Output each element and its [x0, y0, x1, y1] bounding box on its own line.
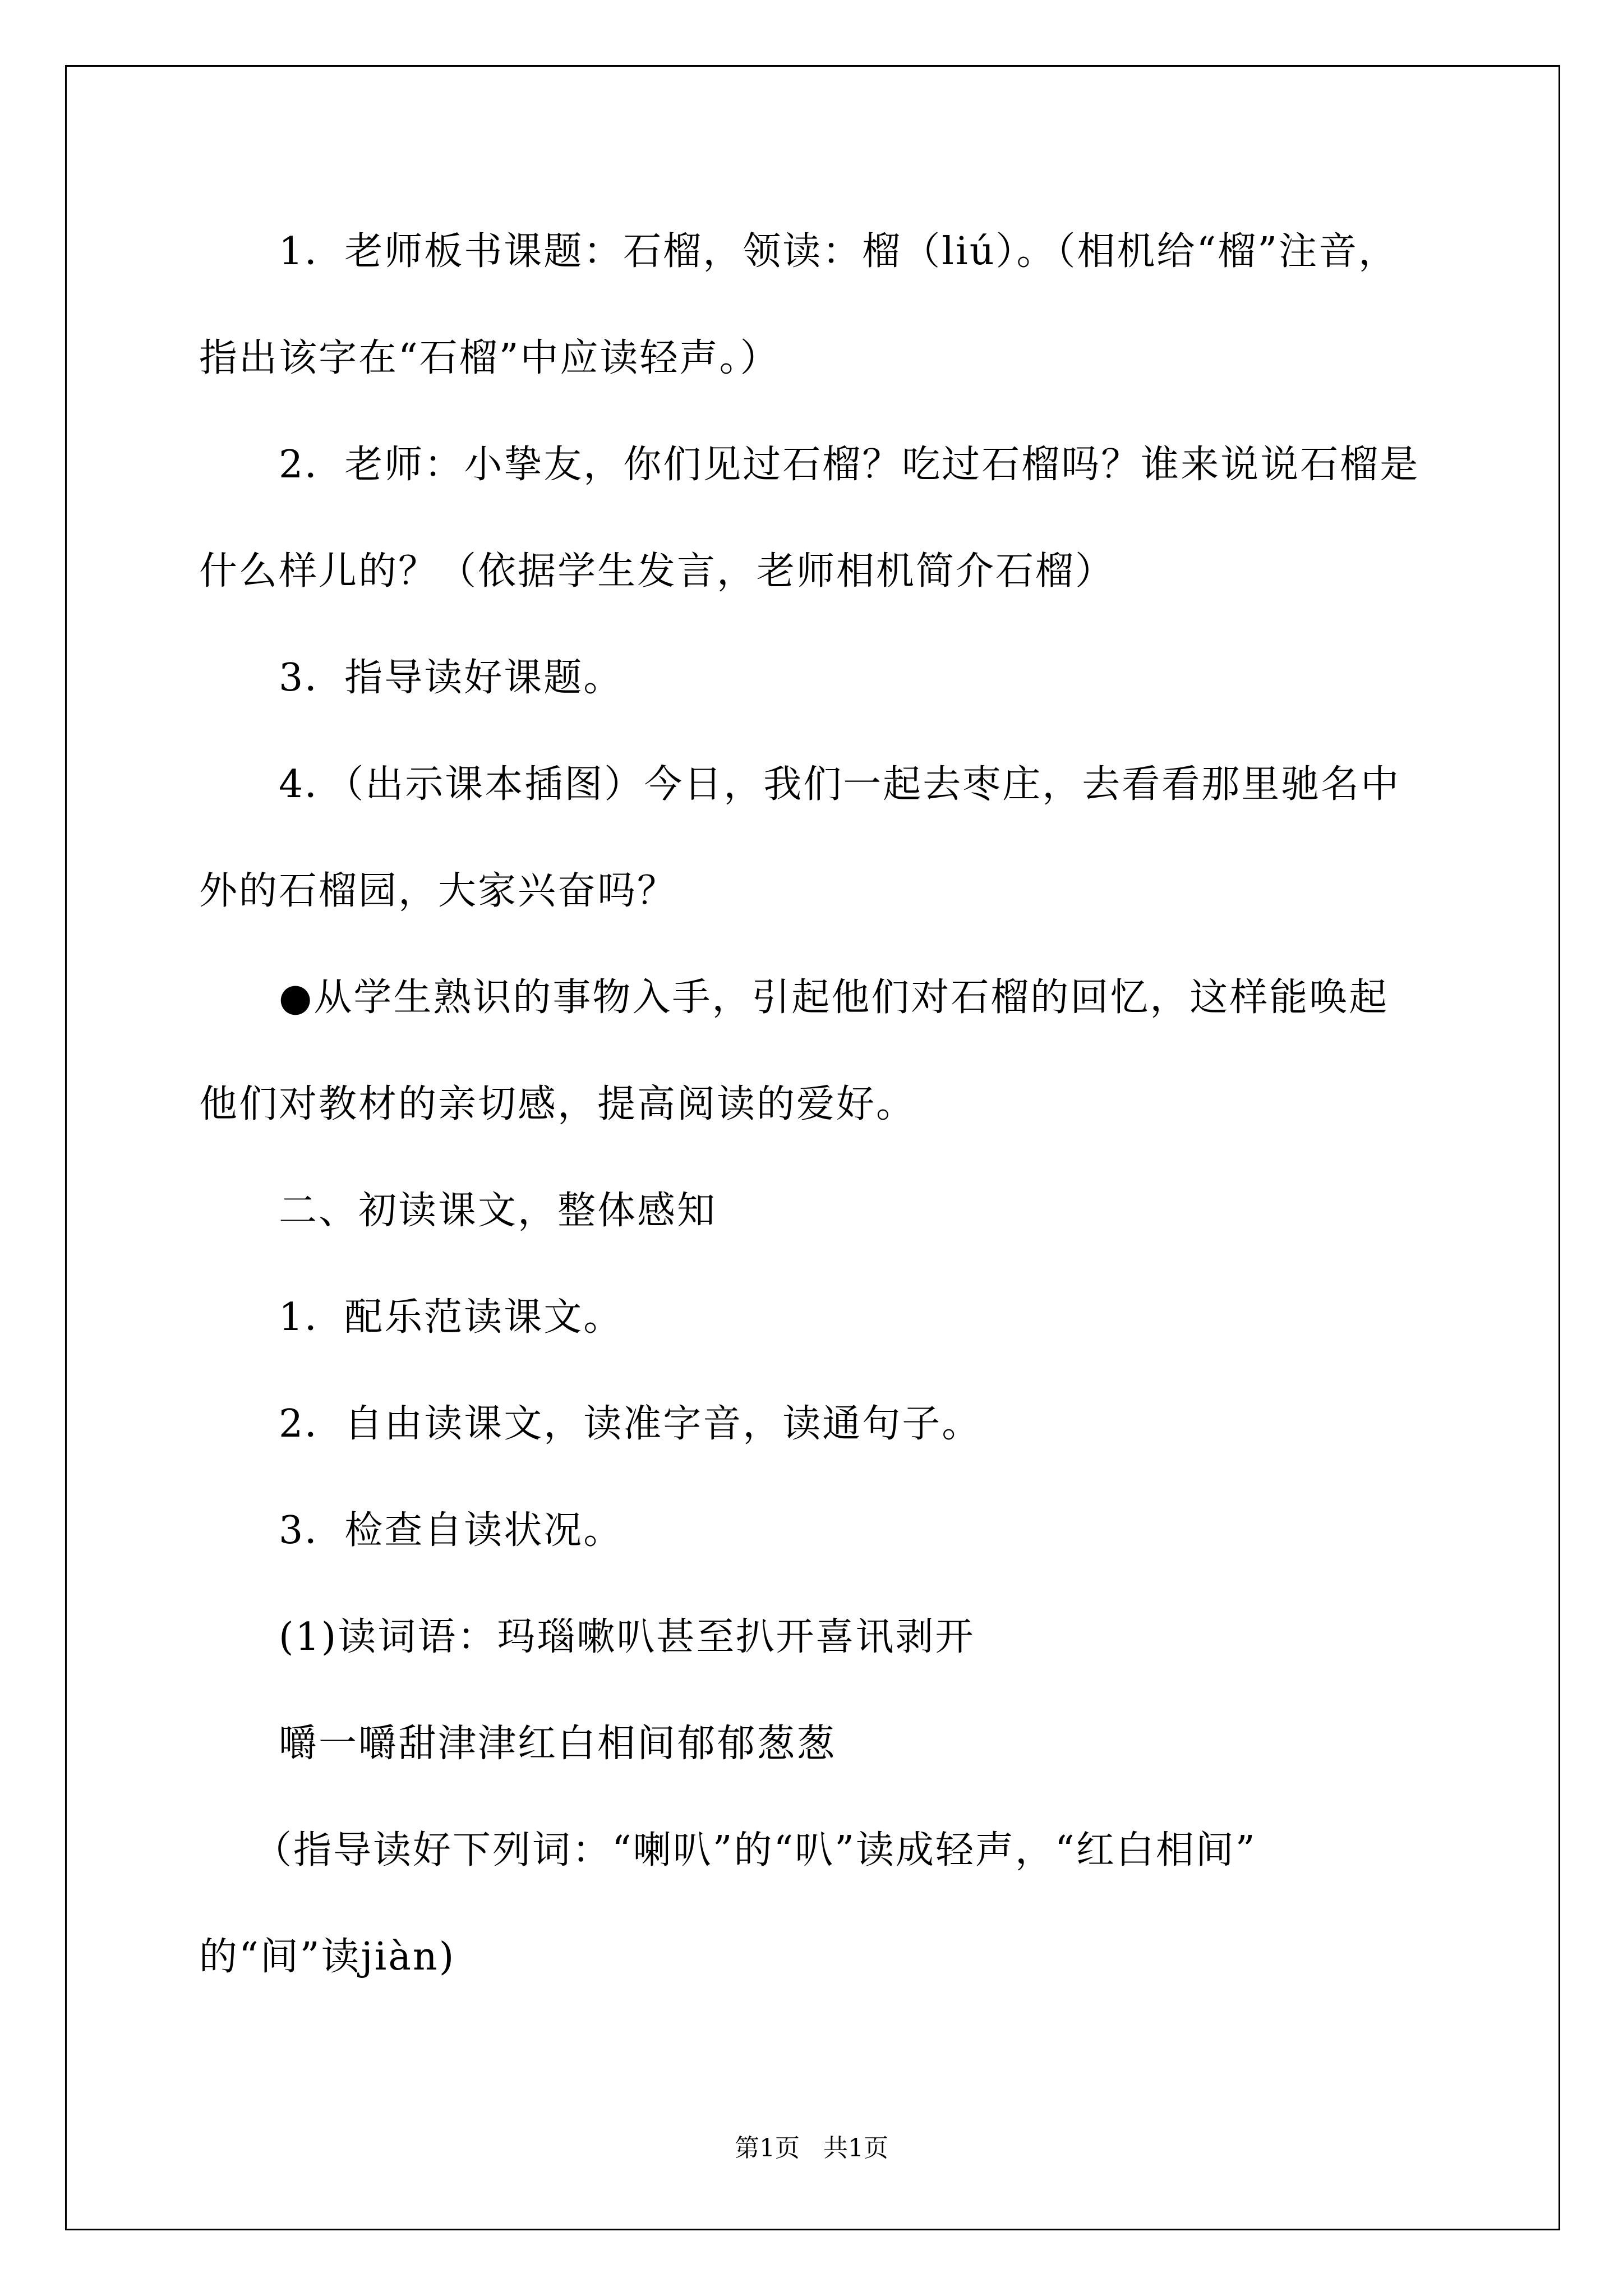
text-line: 1．老师板书课题：石榴，领读：榴（liú）。（相机给“榴”注音， [279, 229, 1399, 274]
text-line: 嚼一嚼甜津津红白相间郁郁葱葱 [279, 1722, 837, 1766]
text-line: 什么样儿的？（依据学生发言，老师相机简介石榴） [199, 549, 1115, 593]
text-line: 3．检查自读状况。 [279, 1508, 624, 1553]
text-line: 指出该字在“石榴”中应读轻声。） [199, 336, 780, 380]
text-line: (1)读词语：玛瑙嗽叭甚至扒开喜讯剥开 [279, 1615, 975, 1659]
text-line: （指导读好下列词：“喇叭”的“叭”读成轻声，“红白相间” [253, 1828, 1257, 1872]
text-line: 他们对教材的亲切感，提高阅读的爱好。 [199, 1082, 916, 1126]
text-line: 1．配乐范读课文。 [279, 1295, 624, 1340]
page-footer: 第1页 共1页 [735, 2134, 888, 2162]
section-heading: 二、初读课文，整体感知 [279, 1189, 717, 1233]
text-line: 的“间”读jiàn) [199, 1935, 456, 1979]
text-line: ●从学生熟识的事物入手，引起他们对石榴的回忆，这样能唤起 [279, 976, 1389, 1020]
text-line: 2．自由读课文，读准字音，读通句子。 [279, 1402, 982, 1446]
text-line: 3．指导读好课题。 [279, 656, 624, 700]
page-border [65, 65, 1560, 2230]
text-line: 2．老师：小挚友，你们见过石榴？吃过石榴吗？谁来说说石榴是 [279, 443, 1420, 487]
text-line: 外的石榴园，大家兴奋吗？ [199, 869, 677, 913]
text-line: 4．（出示课本插图）今日，我们一起去枣庄，去看看那里驰名中 [279, 762, 1401, 807]
